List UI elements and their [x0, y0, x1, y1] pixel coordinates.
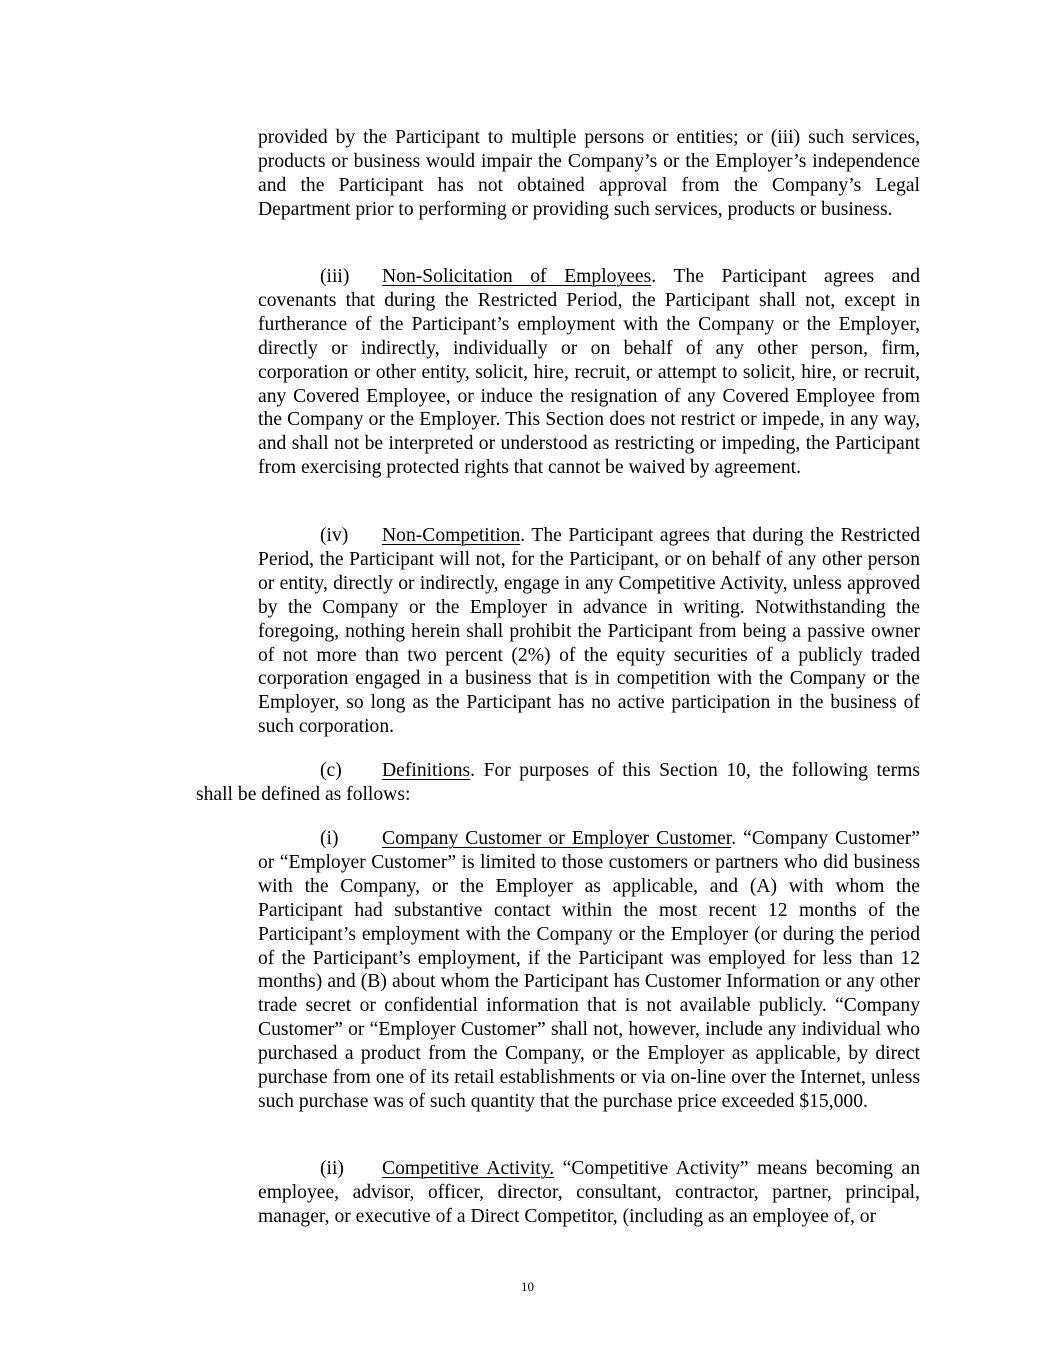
section-body: . The Participant agrees and covenants that during the Restricted Period, the Participant shall not, except in furtherance of the Participant’s employment with the Company or the Employer, directly or indirectly, individually or on behalf of any other person, firm, corporation or other entity, solicit, hire, recruit, or attempt to solicit, hire, or recruit, any Covered Employee, or induce the resignation of any Covered Employee from the Company or the Employer. This Section does not restrict or impede, in any way, and shall not be interpreted or understood as restricting or impeding, the Participant from exercising protected rights that cannot be waived by agreement. [258, 266, 921, 479]
section-body: . The Participant agrees that during the Restricted Period, the Participant will not, for the Participant, or on behalf of any other person or entity, directly or indirectly, engage in any Competitive Activity, unless approved by the Company or the Employer in advance in writing. Notwithstanding the foregoing, nothing herein shall prohibit the Participant from being a passive owner of not more than two percent (2%) of the equity securities of a publicly traded corporation engaged in a business that is in competition with the Company or the Employer, so long as the Participant has no active participation in the business of such corporation. [258, 525, 920, 738]
section-heading: Non-Competition [382, 525, 521, 546]
section-body: . For purposes of this Section 10, the following terms shall be defined as follows: [196, 760, 920, 805]
section-definitions [196, 759, 920, 807]
section-non-competition [258, 524, 920, 739]
section-non-solicitation [258, 265, 920, 480]
paragraph-continuation: provided by the Participant to multiple persons or entities; or (iii) such services, products or business would impair the Company’s or the Employer’s independence and the Participant has not obtained approval from the Company’s Legal Department prior to performing or providing such services, products or business. [258, 127, 920, 220]
section-number: (iii) [320, 266, 350, 287]
section-number: (c) [320, 760, 342, 781]
page-number: 10 [521, 1279, 534, 1294]
section-number: (ii) [320, 1158, 344, 1179]
section-number: (i) [320, 828, 339, 849]
section-body: . “Company Customer” or “Employer Customer” is limited to those customers or partners who did business with the Company, or the Employer as applicable, and (A) with whom the Participant had substantive contact within the most recent 12 months of the Participant’s employment with the Company or the Employer (or during the period of the Participant’s employment, if the Participant was employed for less than 12 months) and (B) about whom the Participant has Customer Information or any other trade secret or confidential information that is not available publicly. “Company Customer” or “Employer Customer” shall not, however, include any individual who purchased a product from the Company, or the Employer as applicable, by direct purchase from one of its retail establishments or via on-line over the Internet, unless such purchase was of such quantity that the purchase price exceeded $15,000. [258, 828, 920, 1112]
section-heading: Non-Solicitation of Employees [382, 266, 652, 287]
section-heading: Definitions [382, 760, 471, 781]
section-heading: Company Customer or Employer Customer [382, 828, 732, 849]
section-competitive-activity [258, 1157, 920, 1229]
section-number: (iv) [320, 525, 349, 546]
section-body: “Competitive Activity” means becoming an employee, advisor, officer, director, consultant, contractor, partner, principal, manager, or executive of a Direct Competitor, (including as an employee of, or [258, 1158, 920, 1227]
section-company-customer [258, 827, 920, 1114]
section-heading: Competitive Activity. [382, 1158, 555, 1179]
